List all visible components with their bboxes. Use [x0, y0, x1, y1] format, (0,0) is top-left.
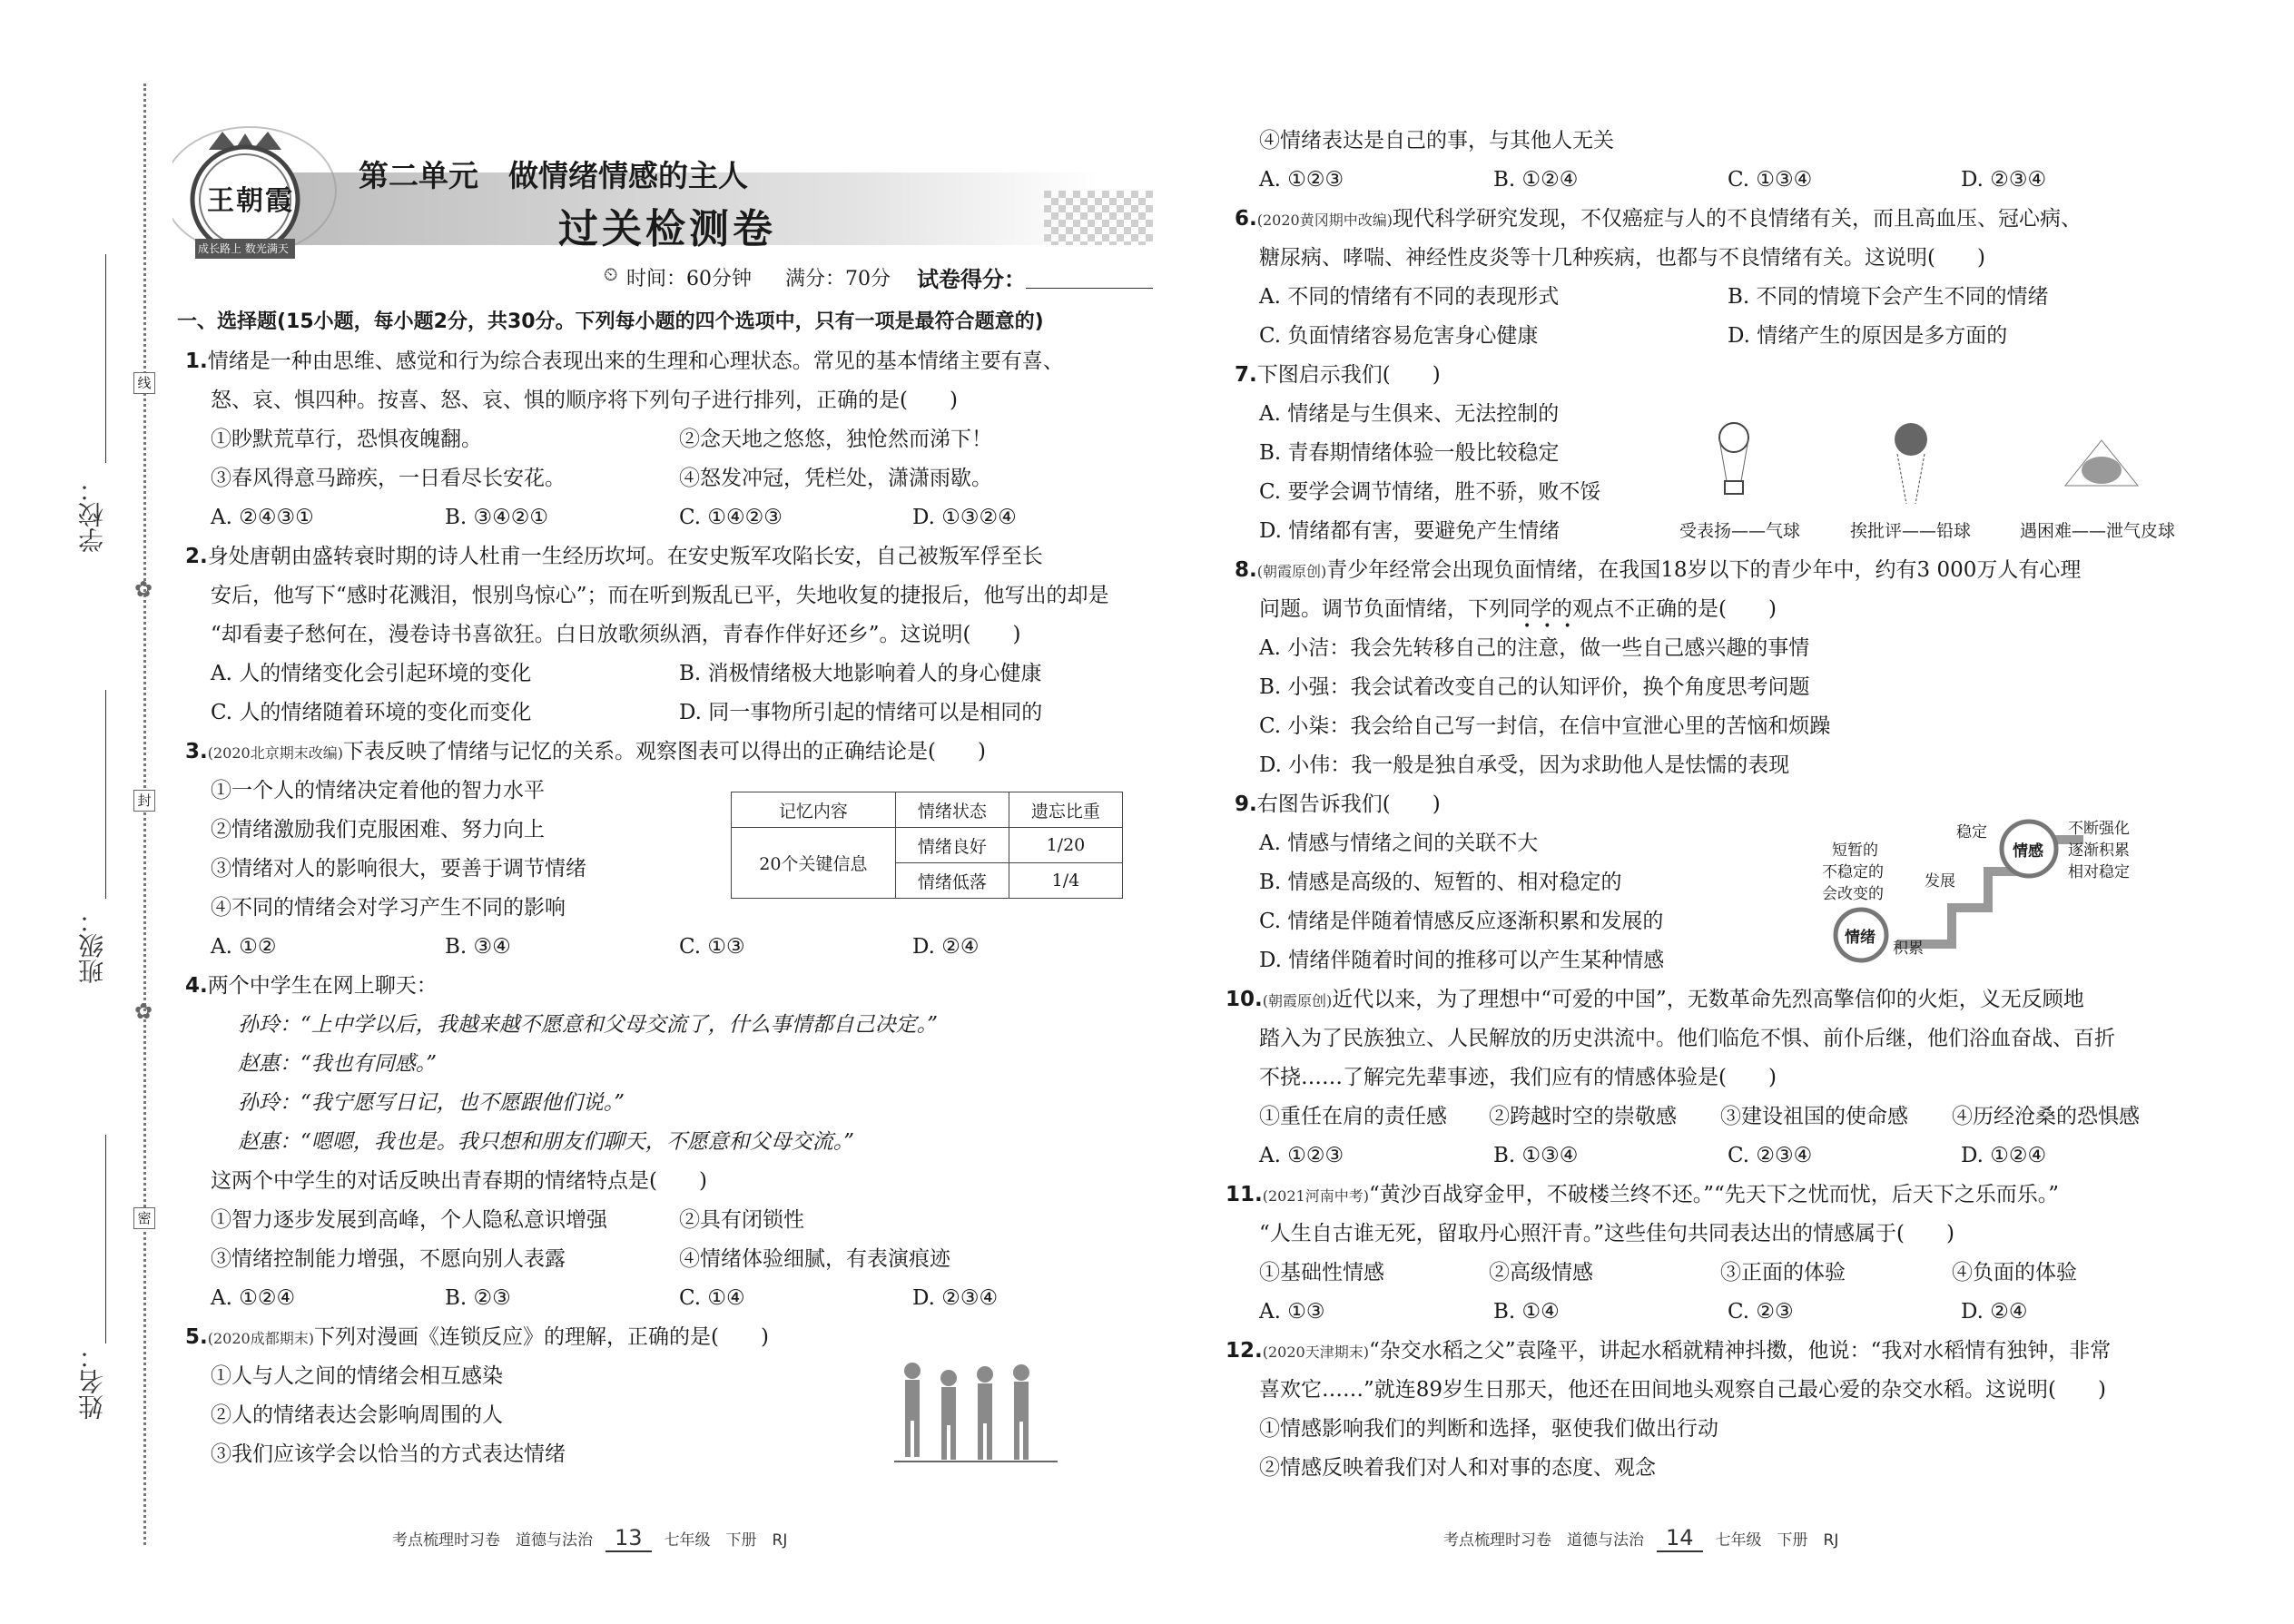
question-1	[185, 348, 1064, 375]
diagram-label: 积累	[1893, 940, 1924, 958]
diagram-feeling-node: 情感	[2013, 842, 2043, 861]
question-7	[1235, 361, 1441, 389]
statement: ①基础性情感	[1259, 1261, 1384, 1284]
diagram-label: 发展	[1925, 872, 1955, 891]
statement: ②人的情绪表达会影响周围的人	[211, 1403, 503, 1427]
option-a[interactable]: A. ①②③	[1259, 1144, 1344, 1167]
option-a[interactable]: A. ①②	[211, 935, 277, 959]
option-a[interactable]: A. ①②③	[1259, 168, 1344, 192]
table-cell: 1/4	[1009, 863, 1122, 899]
option-c[interactable]: C. 小柒：我会给自己写一封信，在信中宣泄心里的苦恼和烦躁	[1259, 714, 1831, 738]
class-fill-line	[105, 690, 106, 899]
option-d[interactable]: D. ①③②④	[912, 506, 1017, 529]
option-b[interactable]: B. 小强：我会试着改变自己的认知评价，换个角度思考问题	[1259, 675, 1810, 699]
diagram-label: 相对稳定	[2068, 863, 2130, 881]
question-text: 这两个中学生的对话反映出青春期的情绪特点是( )	[211, 1169, 707, 1193]
school-fill-line	[105, 254, 106, 463]
question-source: (2021河南中考)	[1262, 1187, 1369, 1205]
diagram-label: 不稳定的	[1822, 863, 1884, 881]
question-text: 喜欢它……”就连89岁生日那天，他还在田间地头观察自己最心爱的杂交水稻。这说明( )	[1259, 1378, 2106, 1402]
question-source: (2020北京期末改编)	[207, 744, 343, 762]
question-number: 12.	[1226, 1339, 1263, 1363]
page-number: 13	[605, 1525, 652, 1552]
statement: ④负面的体验	[1952, 1261, 2077, 1284]
question-text: 安后，他写下“感时花溅泪，恨别鸟惊心”；而在听到叛乱已平，失地收复的捷报后，他写出的却是	[211, 584, 1109, 607]
unit-title: 第二单元 做情绪情感的主人	[359, 158, 748, 193]
question-number: 6.	[1235, 207, 1257, 231]
memory-table	[731, 792, 1123, 899]
dialogue-line: 孙玲：“我宁愿写日记，也不愿跟他们说。”	[238, 1091, 625, 1115]
option-b[interactable]: B. 不同的情境下会产生不同的情绪	[1728, 285, 2049, 309]
statement: ④不同的情绪会对学习产生不同的影响	[211, 896, 566, 920]
option-c[interactable]: C. 负面情绪容易危害身心健康	[1259, 324, 1539, 348]
diagram-label: 稳定	[1956, 823, 1987, 842]
question-number: 5.	[185, 1325, 208, 1349]
question-text: 不挠……了解完先辈事迹，我们应有的情感体验是( )	[1259, 1066, 1777, 1089]
question-text: 问题。调节负面情绪，下列同学的观点不正确的是( )	[1259, 597, 1777, 621]
question-text: 现代科学研究发现，不仅癌症与人的不良情绪有关，而且高血压、冠心病、	[1392, 207, 2082, 231]
image-caption: 受表扬——气球	[1679, 521, 1801, 541]
question-text: “却看妻子愁何在，漫卷诗书喜欲狂。白日放歌须纵酒，青春作伴好还乡”。这说明( )	[211, 623, 1021, 646]
option-d[interactable]: D. 情绪产生的原因是多方面的	[1728, 324, 2008, 348]
question-number: 11.	[1226, 1183, 1263, 1206]
statement: ②跨越时空的崇敬感	[1489, 1105, 1677, 1128]
question-number: 10.	[1226, 988, 1263, 1011]
school-label: 学校：	[77, 477, 107, 553]
question-source: (2020成都期末)	[207, 1330, 314, 1347]
option-c[interactable]: C. ①③④	[1728, 168, 1813, 192]
statement: ④情绪体验细腻，有表演痕迹	[679, 1247, 950, 1271]
option-a[interactable]: A. 小洁：我会先转移自己的注意，做一些自己感兴趣的事情	[1259, 636, 1810, 660]
option-b[interactable]: B. ②③	[445, 1286, 511, 1310]
option-a[interactable]: A. 情绪是与生俱来、无法控制的	[1259, 402, 1560, 426]
question-text: 两个中学生在网上聊天：	[207, 974, 438, 998]
question-source: (2020黄冈期中改编)	[1256, 212, 1393, 229]
statement: ③建设祖国的使命感	[1720, 1105, 1908, 1128]
statement: ①重任在肩的责任感	[1259, 1105, 1447, 1128]
option-b[interactable]: B. ③④	[445, 935, 511, 959]
table-header: 记忆内容	[732, 792, 896, 828]
option-b[interactable]: B. ①②④	[1493, 168, 1579, 192]
question-source: (2020天津期末)	[1262, 1343, 1369, 1361]
statement: ①情感影响我们的判断和选择，驱使我们做出行动	[1259, 1417, 1718, 1441]
statement: ③情绪对人的影响很大，要善于调节情绪	[211, 857, 586, 881]
option-a[interactable]: A. ①③	[1259, 1300, 1325, 1324]
chain-reaction-cartoon	[894, 1353, 1058, 1466]
question-12	[1226, 1337, 2111, 1366]
question-6	[1235, 205, 2082, 234]
statement: ①眇默荒草行，恐惧夜魄翻。	[211, 428, 482, 451]
table-header: 情绪状态	[895, 792, 1009, 828]
image-caption: 挨批评——铅球	[1850, 521, 1972, 541]
option-a[interactable]: A. 人的情绪变化会引起环境的变化	[211, 662, 532, 685]
statement: ③正面的体验	[1720, 1261, 1846, 1284]
option-c[interactable]: C. ②③④	[1728, 1144, 1813, 1167]
diagram-label: 会改变的	[1822, 885, 1884, 903]
option-d[interactable]: D. 情绪伴随着时间的推移可以产生某种情感	[1259, 949, 1665, 972]
cut-mark-seal: 封	[133, 790, 155, 812]
balloon-icon	[1707, 418, 1761, 508]
statement: ③情绪控制能力增强，不愿向别人表露	[211, 1247, 566, 1271]
name-fill-line	[105, 1135, 106, 1343]
logo-banner-text: 成长路上 数光满天	[198, 242, 289, 255]
option-b[interactable]: B. 消极情绪极大地影响着人的身心健康	[679, 662, 1042, 685]
question-number: 9.	[1235, 792, 1257, 816]
option-b[interactable]: B. ①④	[1493, 1300, 1560, 1324]
exam-title: 过关检测卷	[558, 206, 776, 252]
question-8	[1235, 556, 2081, 586]
paper-score-blank[interactable]	[1026, 288, 1153, 289]
question-3	[185, 738, 986, 767]
question-text: “黄沙百战穿金甲，不破楼兰终不还。”“先天下之忧而忧，后天下之乐而乐。”	[1368, 1183, 2060, 1206]
question-text: 青少年经常会出现负面情绪，在我国18岁以下的青少年中，约有3 000万人有心理	[1326, 558, 2082, 582]
statement: ④情绪表达是自己的事，与其他人无关	[1259, 129, 1614, 153]
option-c[interactable]: C. 情绪是伴随着情感反应逐渐积累和发展的	[1259, 910, 1664, 933]
question-9	[1235, 791, 1441, 818]
table-cell: 20个关键信息	[732, 828, 896, 899]
footer-grade: 七年级 下册 RJ	[1715, 1531, 1839, 1550]
footer-book: 考点梳理时习卷 道德与法治	[392, 1531, 593, 1550]
question-number: 3.	[185, 740, 208, 763]
table-header-row	[732, 792, 1123, 828]
option-c[interactable]: C. ①④②③	[679, 506, 783, 529]
option-a[interactable]: A. ②④③①	[211, 506, 314, 529]
deflated-ball-icon	[2056, 427, 2147, 495]
page-footer-left	[392, 1525, 787, 1552]
statement: ②情绪激励我们克服困难、努力向上	[211, 818, 545, 842]
diagram-label: 逐渐积累	[2068, 842, 2130, 860]
page-number: 14	[1657, 1525, 1703, 1552]
question-text: 右图告诉我们( )	[1256, 792, 1441, 816]
question-text: 下表反映了情绪与记忆的关系。观察图表可以得出的正确结论是( )	[342, 740, 986, 763]
diagram-emotion-node: 情绪	[1845, 929, 1876, 947]
table-row	[732, 828, 1123, 863]
question-text: 糖尿病、哮喘、神经性皮炎等十几种疾病，也都与不良情绪有关。这说明( )	[1259, 246, 1985, 270]
question-text: 怒、哀、惧四种。按喜、怒、哀、惧的顺序将下列句子进行排列，正确的是( )	[211, 389, 958, 412]
question-number: 8.	[1235, 558, 1257, 582]
option-c[interactable]: C. ①④	[679, 1286, 745, 1310]
option-d[interactable]: D. ①②④	[1961, 1144, 2047, 1167]
statement: ③我们应该学会以恰当的方式表达情绪	[211, 1442, 566, 1466]
image-caption: 遇困难——泄气皮球	[2020, 521, 2176, 541]
question-source: (朝霞原创)	[1256, 563, 1327, 580]
section-heading: 一、选择题(15小题，每小题2分，共30分。下列每小题的四个选项中，只有一项是最符合题意的)	[177, 310, 1044, 333]
question-4	[185, 972, 438, 999]
option-b[interactable]: B. ③④②①	[445, 506, 549, 529]
question-text: 身处唐朝由盛转衰时期的诗人杜甫一生经历坎坷。在安史叛军攻陷长安，自己被叛军俘至长	[207, 545, 1043, 568]
footer-book: 考点梳理时习卷 道德与法治	[1443, 1531, 1644, 1550]
statement: ①一个人的情绪决定着他的智力水平	[211, 779, 545, 802]
statement: ①人与人之间的情绪会相互感染	[211, 1364, 503, 1388]
question-number: 2.	[185, 545, 208, 568]
diagram-label: 不断强化	[2068, 820, 2130, 838]
score-label: 满分：70分	[785, 268, 891, 290]
statement: ①智力逐步发展到高峰，个人隐私意识增强	[211, 1208, 607, 1232]
option-c[interactable]: C. ①③	[679, 935, 745, 959]
option-a[interactable]: A. 不同的情绪有不同的表现形式	[1259, 285, 1560, 309]
question-text: 踏入为了民族独立、人民解放的历史洪流中。他们临危不惧、前仆后继，他们浴血奋战、百折	[1259, 1027, 2115, 1050]
option-d[interactable]: D. ②③④	[912, 1286, 999, 1310]
diagram-label: 短暂的	[1832, 842, 1878, 860]
question-text: 近代以来，为了理想中“可爱的中国”，无数革命先烈高擎信仰的火炬，义无反顾地	[1332, 988, 2084, 1011]
flower-ornament-icon: ✿	[134, 576, 153, 602]
option-d[interactable]: D. ②④	[1961, 1300, 2028, 1324]
option-c[interactable]: C. ②③	[1728, 1300, 1794, 1324]
statement: ②情感反映着我们对人和对事的态度、观念	[1259, 1456, 1656, 1480]
option-d[interactable]: D. 小伟：我一般是独自承受，因为求助他人是怯懦的表现	[1259, 753, 1790, 777]
table-cell: 情绪良好	[895, 828, 1009, 863]
cut-mark-secret: 密	[133, 1207, 155, 1229]
table-header: 遗忘比重	[1009, 792, 1122, 828]
logo-text: 王朝霞	[207, 185, 294, 217]
question-number: 7.	[1235, 363, 1257, 387]
option-d[interactable]: D. 情绪都有害，要避免产生情绪	[1259, 519, 1561, 543]
dialogue-line: 赵惠：“嗯嗯，我也是。我只想和朋友们聊天，不愿意和父母交流。”	[238, 1130, 855, 1154]
page-footer-right	[1443, 1525, 1838, 1552]
statement: ③春风得意马蹄疾，一日看尽长安花。	[211, 467, 566, 490]
statement: ④怒发冲冠，凭栏处，潇潇雨歇。	[679, 467, 992, 490]
question-text: “人生自古谁无死，留取丹心照汗青。”这些佳句共同表达出的情感属于( )	[1259, 1222, 1954, 1245]
question-11	[1226, 1181, 2059, 1210]
option-a[interactable]: A. 情感与情绪之间的关联不大	[1259, 832, 1539, 855]
question-source: (朝霞原创)	[1262, 992, 1333, 1009]
option-d[interactable]: D. ②④	[912, 935, 980, 959]
question-5	[185, 1324, 769, 1353]
option-d[interactable]: D. ②③④	[1961, 168, 2047, 192]
option-b[interactable]: B. ①③④	[1493, 1144, 1579, 1167]
statement: ④历经沧桑的恐惧感	[1952, 1105, 2140, 1128]
question-2	[185, 543, 1043, 570]
question-text: 下图启示我们( )	[1256, 363, 1441, 387]
name-label: 姓名：	[77, 1343, 107, 1420]
footer-grade: 七年级 下册 RJ	[664, 1531, 788, 1550]
question-number: 4.	[185, 974, 208, 998]
question-text: 下列对漫画《连锁反应》的理解，正确的是( )	[313, 1325, 769, 1349]
statement: ②念天地之悠悠，独怆然而涕下！	[679, 428, 992, 451]
question-10	[1226, 986, 2084, 1015]
paper-score-label: 试卷得分：	[917, 266, 1026, 292]
table-cell: 1/20	[1009, 828, 1122, 863]
flower-ornament-icon: ✿	[134, 999, 153, 1024]
clock-icon: ⏲	[604, 263, 618, 285]
option-c[interactable]: C. 人的情绪随着环境的变化而变化	[211, 701, 532, 724]
binding-dotted-line	[143, 84, 146, 1545]
shot-put-icon	[1879, 418, 1943, 508]
option-b[interactable]: B. 青春期情绪体验一般比较稳定	[1259, 441, 1560, 465]
time-label: 时间：60分钟	[626, 268, 752, 290]
question-text: “杂交水稻之父”袁隆平，讲起水稻就精神抖擞，他说：“我对水稻情有独钟，非常	[1368, 1339, 2112, 1363]
statement: ②具有闭锁性	[679, 1208, 804, 1232]
option-d[interactable]: D. 同一事物所引起的情绪可以是相同的	[679, 701, 1043, 724]
table-cell: 情绪低落	[895, 863, 1009, 899]
dialogue-line: 赵惠：“我也有同感。”	[238, 1052, 438, 1076]
dialogue-line: 孙玲：“上中学以后，我越来越不愿意和父母交流了，什么事情都自己决定。”	[238, 1013, 939, 1037]
question-text: 情绪是一种由思维、感觉和行为综合表现出来的生理和心理状态。常见的基本情绪主要有喜、	[207, 349, 1064, 373]
option-c[interactable]: C. 要学会调节情绪，胜不骄，败不馁	[1259, 480, 1601, 504]
statement: ②高级情感	[1489, 1261, 1593, 1284]
option-a[interactable]: A. ①②④	[211, 1286, 296, 1310]
class-label: 班级：	[77, 908, 107, 984]
option-b[interactable]: B. 情感是高级的、短暂的、相对稳定的	[1259, 871, 1622, 894]
question-number: 1.	[185, 349, 208, 373]
cut-mark-line: 线	[133, 372, 155, 394]
emphasis-dots: •••	[1523, 619, 1584, 634]
